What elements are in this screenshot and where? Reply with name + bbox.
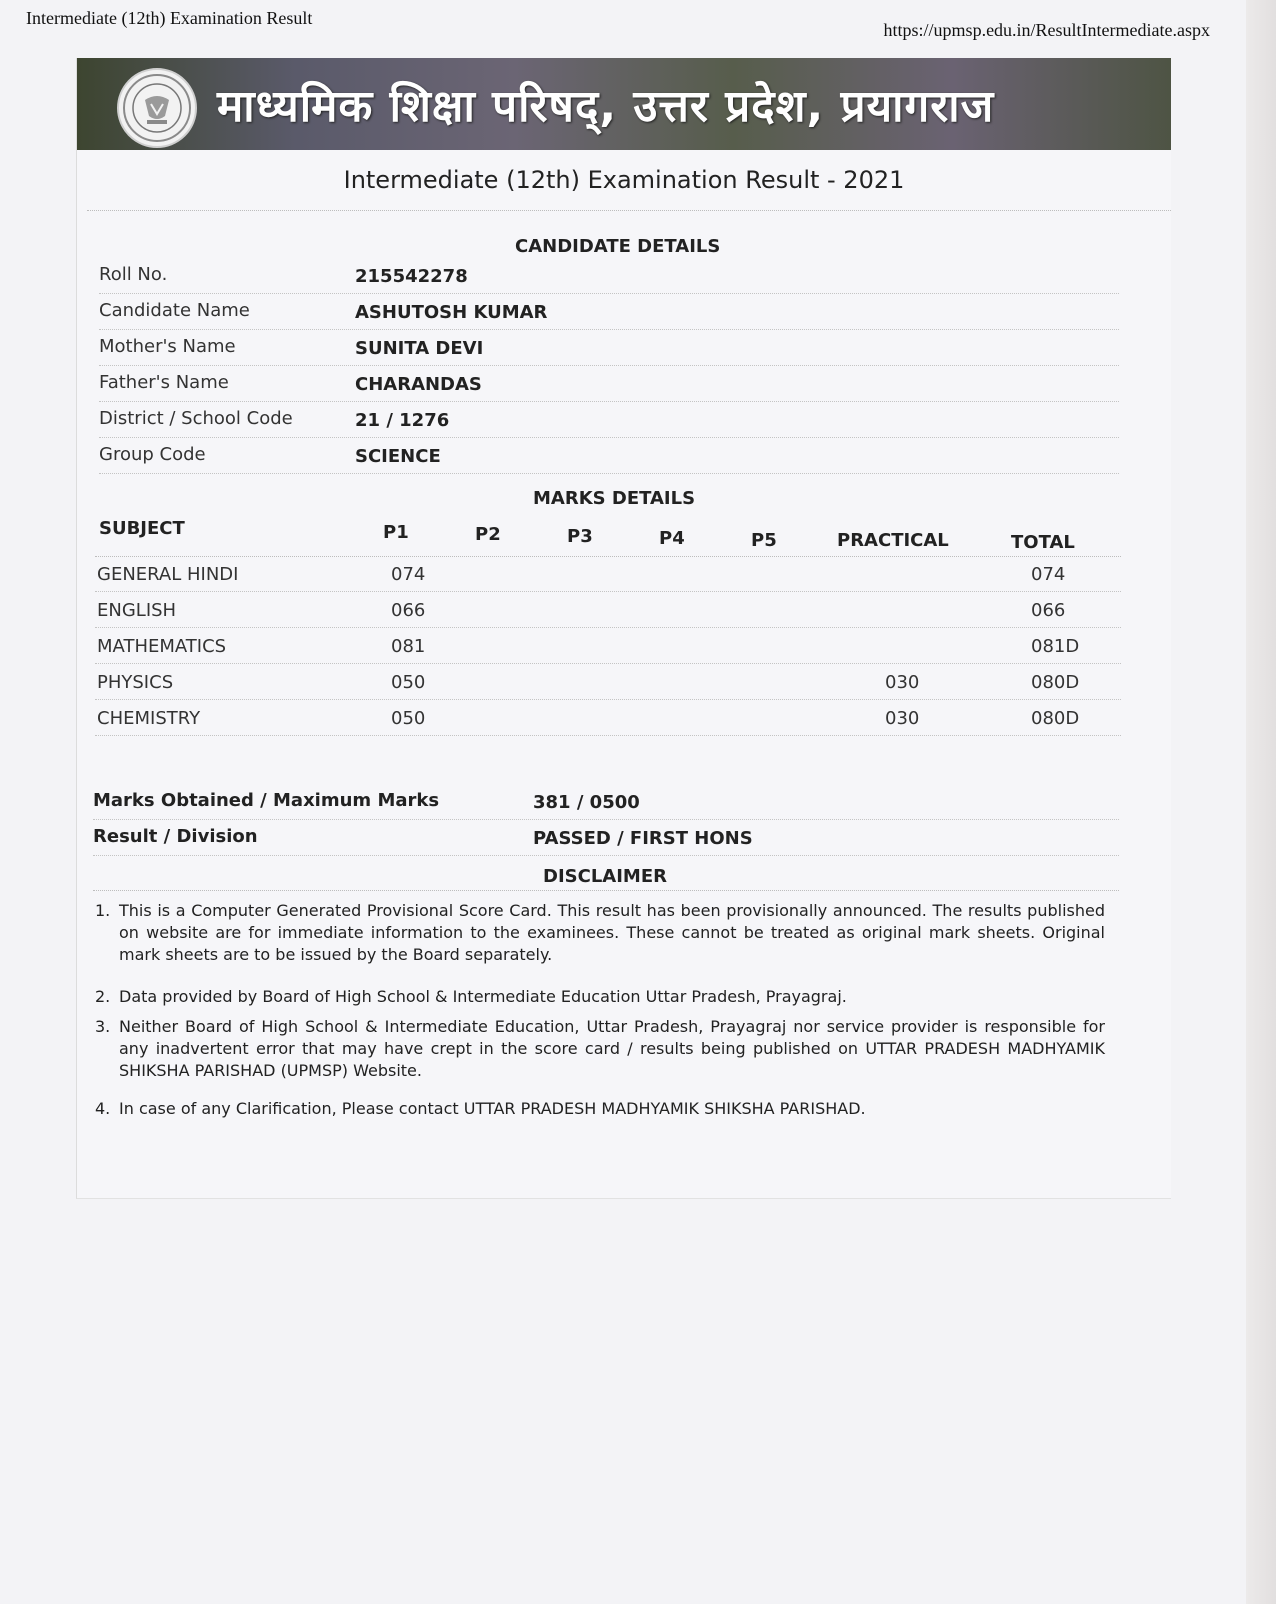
cell-total: 080D xyxy=(1031,672,1080,693)
marks-obtained-row xyxy=(93,784,1119,820)
field-label: Father's Name xyxy=(99,372,229,393)
col-p4: P4 xyxy=(659,528,685,549)
board-name: माध्यमिक शिक्षा परिषद्, उत्तर प्रदेश, प्रयागराज xyxy=(217,81,995,132)
disclaimer-text: Neither Board of High School & Intermediate Education, Uttar Pradesh, Prayagraj nor service provider is responsible for any inadvertent error that may have crept in the score card / results being published on UTTAR PRADESH MADHYAMIK SHIKSHA PARISHAD (UPMSP) Website. xyxy=(119,1017,1105,1080)
candidate-detail-row xyxy=(99,258,1119,294)
marks-details-heading: MARKS DETAILS xyxy=(533,488,696,509)
col-practical: PRACTICAL xyxy=(837,530,949,551)
result-title: Intermediate (12th) Examination Result - 2021 xyxy=(343,166,905,194)
cell-subject: ENGLISH xyxy=(97,600,177,621)
cell-total: 074 xyxy=(1031,564,1066,585)
board-banner xyxy=(77,58,1171,150)
disclaimer-text: This is a Computer Generated Provisional Score Card. This result has been provisionally announced. The results published on website are for immediate information to the examinees. These cannot be treated as original mark sheets. Original mark sheets are to be issued by the Board separately. xyxy=(119,901,1105,964)
cell-practical: 030 xyxy=(885,708,920,729)
disclaimer-number: 3. xyxy=(95,1017,111,1036)
candidate-detail-row xyxy=(99,402,1119,438)
print-header xyxy=(26,8,1210,42)
field-value: 21 / 1276 xyxy=(355,410,450,431)
candidate-detail-row xyxy=(99,438,1119,474)
cell-subject: MATHEMATICS xyxy=(97,636,227,657)
cell-p1: 050 xyxy=(391,672,426,693)
print-page-url: https://upmsp.edu.in/ResultIntermediate.aspx xyxy=(883,20,1210,40)
disclaimer-item xyxy=(95,986,1105,1008)
print-page-title: Intermediate (12th) Examination Result xyxy=(26,8,313,28)
cell-p1: 050 xyxy=(391,708,426,729)
candidate-details-heading: CANDIDATE DETAILS xyxy=(515,236,721,257)
marks-row xyxy=(95,592,1121,628)
divider xyxy=(93,855,1119,856)
col-p1: P1 xyxy=(383,522,409,543)
divider xyxy=(95,735,1121,736)
upmsp-emblem-icon xyxy=(117,68,197,148)
field-value: SUNITA DEVI xyxy=(355,338,484,359)
marks-row xyxy=(95,700,1121,736)
disclaimer-number: 2. xyxy=(95,987,111,1006)
field-value: CHARANDAS xyxy=(355,374,482,395)
col-p2: P2 xyxy=(475,524,501,545)
field-label: Candidate Name xyxy=(99,300,250,321)
field-label: Mother's Name xyxy=(99,336,236,357)
result-division-row xyxy=(93,820,1119,856)
col-p3: P3 xyxy=(567,526,593,547)
col-p5: P5 xyxy=(751,530,777,551)
divider xyxy=(99,473,1119,474)
candidate-detail-row xyxy=(99,366,1119,402)
cell-p1: 074 xyxy=(391,564,426,585)
marks-row xyxy=(95,556,1121,592)
marks-row xyxy=(95,628,1121,664)
field-value: ASHUTOSH KUMAR xyxy=(355,302,548,323)
field-label: District / School Code xyxy=(99,408,293,429)
candidate-detail-row xyxy=(99,294,1119,330)
cell-p1: 081 xyxy=(391,636,426,657)
cell-subject: CHEMISTRY xyxy=(97,708,201,729)
cell-practical: 030 xyxy=(885,672,920,693)
disclaimer-item xyxy=(95,1016,1105,1082)
cell-p1: 066 xyxy=(391,600,426,621)
candidate-detail-row xyxy=(99,330,1119,366)
paper-edge xyxy=(1246,0,1276,1604)
marks-obtained-value: 381 / 0500 xyxy=(533,792,640,813)
field-label: Group Code xyxy=(99,444,206,465)
disclaimer-item xyxy=(95,1098,1105,1120)
col-subject: SUBJECT xyxy=(99,518,185,539)
cell-total: 080D xyxy=(1031,708,1080,729)
marks-row xyxy=(95,664,1121,700)
field-value: SCIENCE xyxy=(355,446,441,467)
field-value: 215542278 xyxy=(355,266,468,287)
disclaimer-text: Data provided by Board of High School & Intermediate Education Uttar Pradesh, Prayagraj. xyxy=(119,987,847,1006)
cell-subject: PHYSICS xyxy=(97,672,174,693)
disclaimer-number: 1. xyxy=(95,901,111,920)
divider xyxy=(87,210,1171,211)
col-total: TOTAL xyxy=(1011,532,1075,553)
result-division-value: PASSED / FIRST HONS xyxy=(533,828,753,849)
result-division-label: Result / Division xyxy=(93,826,258,847)
disclaimer-heading: DISCLAIMER xyxy=(543,866,667,887)
disclaimer-number: 4. xyxy=(95,1099,111,1118)
cell-total: 081D xyxy=(1031,636,1080,657)
marks-obtained-label: Marks Obtained / Maximum Marks xyxy=(93,790,440,811)
result-card xyxy=(76,58,1171,1199)
cell-subject: GENERAL HINDI xyxy=(97,564,239,585)
divider xyxy=(93,890,1119,891)
disclaimer-text: In case of any Clarification, Please contact UTTAR PRADESH MADHYAMIK SHIKSHA PARISHAD. xyxy=(119,1099,866,1118)
field-label: Roll No. xyxy=(99,264,168,285)
disclaimer-item xyxy=(95,900,1105,966)
cell-total: 066 xyxy=(1031,600,1066,621)
